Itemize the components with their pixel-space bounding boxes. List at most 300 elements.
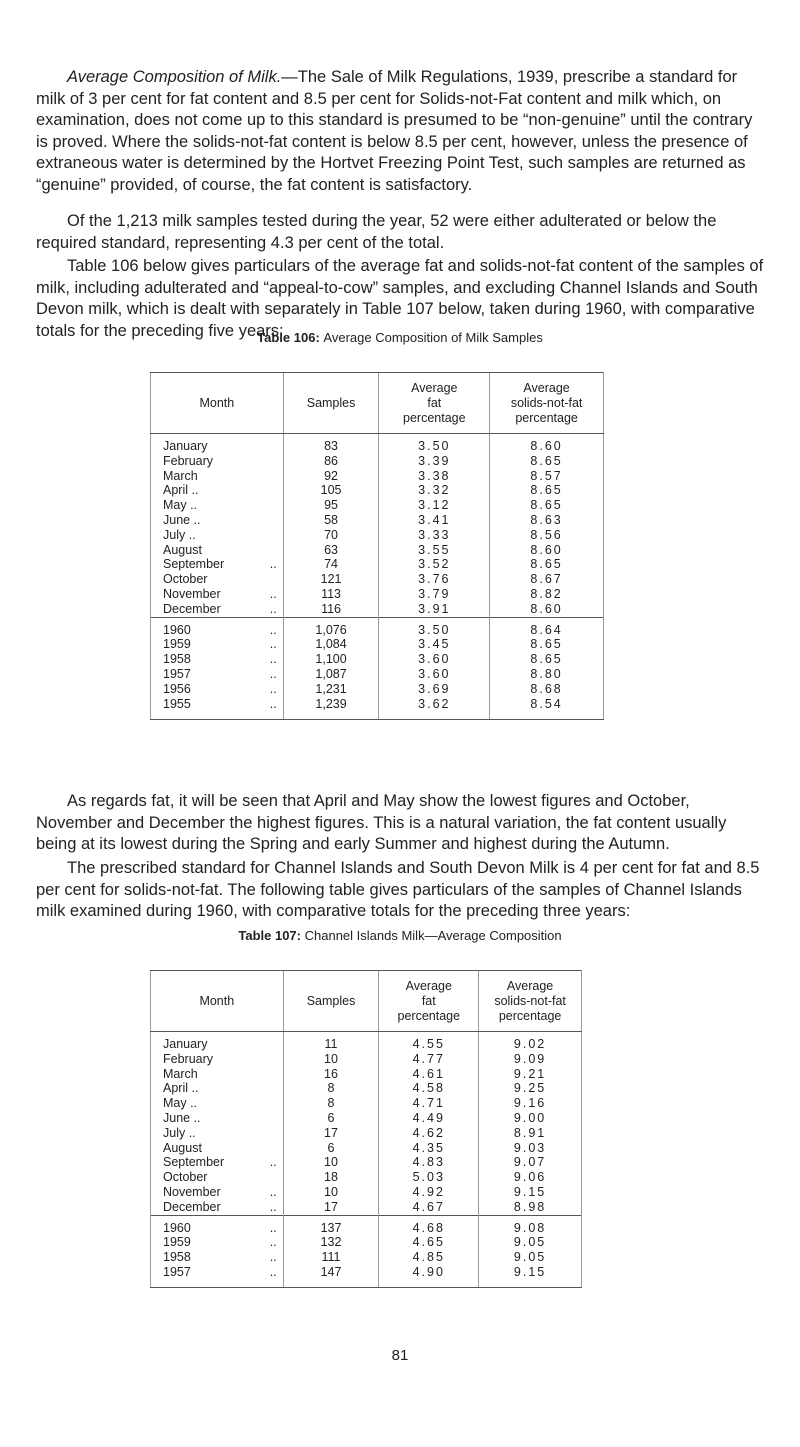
cell-snf: [490, 602, 604, 617]
cell-fat: [379, 587, 490, 602]
cell-fat: [379, 543, 490, 558]
cell-fat-text: 4.55: [412, 1037, 445, 1051]
cell-snf-text: 9.21: [513, 1066, 547, 1081]
cell-snf: [490, 682, 604, 697]
cell-samples: [283, 1170, 379, 1185]
cell-fat-text: 4.90: [412, 1264, 445, 1279]
cell-snf-text: 9.05: [513, 1250, 547, 1265]
cell-month: [151, 469, 284, 484]
header-month: Month: [151, 971, 284, 1032]
cell-samples-text: 1,084: [315, 637, 347, 652]
cell-month-text: April ..: [163, 483, 199, 498]
cell-snf: [479, 1096, 582, 1111]
cell-month-text: May ..: [163, 1096, 198, 1111]
cell-fat: [379, 602, 490, 617]
table-row: [151, 513, 604, 528]
cell-samples-text: 10: [324, 1051, 338, 1066]
cell-fat-text: 4.58: [412, 1081, 445, 1096]
cell-samples: [283, 543, 379, 558]
table-row: [151, 1215, 582, 1235]
table-row: [151, 557, 604, 572]
paragraph-samples-tested: Of the 1,213 milk samples tested during the year, 52 were either adulterated or below the required standard, representing 4.3 per cent of the total.: [36, 212, 717, 252]
cell-samples: [283, 697, 379, 720]
cell-samples-text: 17: [324, 1199, 338, 1214]
cell-month-text: 1959: [163, 1235, 191, 1250]
cell-fat-text: 4.83: [412, 1155, 445, 1170]
cell-month: [151, 1185, 284, 1200]
table-row: [151, 1170, 582, 1185]
cell-fat: [379, 557, 490, 572]
cell-fat: [379, 1141, 479, 1156]
dot-leader: ..: [269, 1250, 277, 1265]
cell-month: [151, 1067, 284, 1082]
cell-snf: [479, 1250, 582, 1265]
cell-samples: [283, 682, 379, 697]
table-106: [150, 372, 604, 720]
cell-fat-text: 3.45: [418, 637, 451, 652]
cell-month-text: August: [163, 1140, 202, 1155]
cell-fat-text: 4.77: [412, 1051, 445, 1066]
cell-fat-text: 3.33: [418, 527, 451, 542]
cell-month-text: March: [163, 468, 198, 483]
paragraph-channel-islands-standard: The prescribed standard for Channel Islands and South Devon Milk is 4 per cent for fat and 8.5 per cent for solids-not-fat. The following table gives particulars of the samples of Channel Islands milk examined during 1960, with comparative totals for the preceding three years:: [36, 859, 760, 920]
cell-snf: [490, 513, 604, 528]
cell-fat-text: 3.32: [418, 483, 451, 498]
cell-month-text: March: [163, 1066, 198, 1081]
header-average-fat: Average fat percentage: [379, 373, 490, 434]
cell-fat-text: 4.71: [412, 1096, 445, 1111]
dot-leader: ..: [269, 557, 277, 572]
cell-samples-text: 1,239: [315, 696, 347, 711]
cell-month-text: 1957: [163, 666, 191, 681]
cell-samples: [283, 1265, 379, 1288]
table107-caption-title: Channel Islands Milk—Average Composition: [304, 928, 562, 943]
cell-month: [151, 572, 284, 587]
table-row: [151, 1185, 582, 1200]
cell-month: [151, 498, 284, 513]
cell-fat-text: 3.52: [418, 557, 451, 572]
table-row: [151, 1032, 582, 1052]
table-row: [151, 1250, 582, 1265]
cell-snf-text: 9.08: [513, 1220, 547, 1235]
cell-snf: [490, 454, 604, 469]
cell-fat: [379, 1067, 479, 1082]
cell-month-text: September: [163, 1155, 225, 1170]
cell-fat-text: 4.67: [412, 1199, 445, 1214]
cell-snf-text: 9.06: [513, 1170, 547, 1185]
cell-month: [151, 617, 284, 637]
cell-fat-text: 3.39: [418, 453, 451, 468]
table-row: [151, 1265, 582, 1288]
cell-fat-text: 4.35: [412, 1140, 445, 1155]
cell-month-text: 1956: [163, 681, 191, 696]
table-row: [151, 1096, 582, 1111]
cell-samples: [283, 652, 379, 667]
cell-fat: [379, 1096, 479, 1111]
table-header-row: [151, 971, 582, 1032]
cell-snf: [490, 617, 604, 637]
cell-fat: [379, 434, 490, 454]
cell-fat: [379, 637, 490, 652]
cell-snf: [479, 1215, 582, 1235]
cell-samples: [283, 587, 379, 602]
cell-samples: [283, 1141, 379, 1156]
table-row: [151, 1126, 582, 1141]
cell-fat: [379, 1235, 479, 1250]
cell-samples: [283, 1052, 379, 1067]
cell-samples-text: 1,100: [315, 652, 347, 667]
cell-month: [151, 1111, 284, 1126]
cell-fat: [379, 1250, 479, 1265]
cell-fat-text: 4.68: [412, 1220, 445, 1235]
dot-leader: ..: [269, 1235, 277, 1250]
table-row: [151, 528, 604, 543]
cell-snf-text: 8.65: [530, 453, 563, 468]
cell-month-text: April ..: [163, 1081, 199, 1096]
cell-fat: [379, 652, 490, 667]
dot-leader: ..: [269, 1184, 277, 1199]
cell-snf-text: 8.57: [530, 468, 563, 483]
cell-samples: [283, 1111, 379, 1126]
cell-samples-text: 10: [324, 1184, 338, 1199]
table107-caption: [0, 928, 800, 943]
cell-samples-text: 1,087: [315, 666, 347, 681]
cell-month-text: August: [163, 542, 202, 557]
dot-leader: ..: [269, 601, 277, 616]
cell-samples: [283, 1200, 379, 1215]
cell-fat: [379, 1126, 479, 1141]
cell-fat-text: 3.12: [418, 498, 451, 513]
paragraph-milk-standard: [36, 67, 766, 196]
cell-snf: [479, 1235, 582, 1250]
table-row: [151, 652, 604, 667]
paragraph-lead-heading: Average Composition of Milk.: [67, 68, 282, 86]
table-row: [151, 1155, 582, 1170]
cell-samples-text: 86: [324, 453, 338, 468]
cell-month: [151, 483, 284, 498]
cell-fat: [379, 454, 490, 469]
cell-samples: [283, 1215, 379, 1235]
cell-month: [151, 1265, 284, 1288]
cell-samples-text: 16: [324, 1066, 338, 1081]
cell-snf-text: 9.07: [513, 1155, 547, 1170]
cell-month: [151, 1141, 284, 1156]
cell-snf-text: 9.15: [513, 1184, 547, 1199]
cell-samples-text: 8: [327, 1081, 335, 1096]
table-row: [151, 1081, 582, 1096]
cell-snf: [479, 1265, 582, 1288]
cell-samples-text: 6: [327, 1110, 335, 1125]
cell-month: [151, 1200, 284, 1215]
cell-month-text: 1960: [163, 622, 191, 637]
cell-samples-text: 116: [321, 601, 342, 616]
cell-month-text: January: [163, 1037, 208, 1051]
cell-snf-text: 8.98: [513, 1199, 547, 1214]
cell-snf-text: 8.65: [530, 637, 563, 652]
cell-month: [151, 513, 284, 528]
cell-snf-text: 8.65: [530, 498, 563, 513]
cell-month: [151, 434, 284, 454]
cell-month-text: 1958: [163, 652, 191, 667]
cell-fat: [379, 1200, 479, 1215]
header-average-snf: Average solids-not-fat percentage: [479, 971, 582, 1032]
cell-fat-text: 3.38: [418, 468, 451, 483]
cell-samples-text: 137: [320, 1220, 342, 1235]
cell-fat: [379, 1215, 479, 1235]
cell-samples: [283, 1185, 379, 1200]
cell-snf-text: 8.65: [530, 652, 563, 667]
cell-month-text: 1955: [163, 696, 191, 711]
cell-samples-text: 121: [320, 572, 342, 587]
table106-caption: [0, 330, 800, 345]
cell-fat: [379, 1155, 479, 1170]
table-row: [151, 1111, 582, 1126]
cell-month: [151, 1215, 284, 1235]
cell-month-text: 1957: [163, 1264, 191, 1279]
header-average-snf: Average solids-not-fat percentage: [490, 373, 604, 434]
table107-caption-number: Table 107:: [238, 928, 301, 943]
cell-fat-text: 3.60: [418, 666, 451, 681]
cell-snf-text: 9.00: [513, 1110, 547, 1125]
table-row: [151, 587, 604, 602]
cell-snf-text: 8.91: [513, 1125, 547, 1140]
cell-snf: [479, 1155, 582, 1170]
cell-month-text: February: [163, 1051, 214, 1066]
cell-fat: [379, 483, 490, 498]
cell-snf-text: 8.60: [530, 439, 563, 453]
cell-snf: [490, 543, 604, 558]
cell-month-text: September: [163, 557, 225, 572]
table-row: [151, 1067, 582, 1082]
dot-leader: ..: [269, 637, 277, 652]
cell-month-text: June ..: [163, 512, 201, 527]
cell-snf: [490, 469, 604, 484]
cell-month-text: July ..: [163, 527, 196, 542]
cell-fat-text: 4.92: [412, 1184, 445, 1199]
cell-samples-text: 1,076: [315, 622, 347, 637]
cell-snf: [490, 572, 604, 587]
cell-fat: [379, 1265, 479, 1288]
cell-samples: [283, 498, 379, 513]
header-average-fat: Average fat percentage: [379, 971, 479, 1032]
cell-samples-text: 8: [327, 1096, 335, 1111]
cell-fat: [379, 667, 490, 682]
cell-fat: [379, 572, 490, 587]
table-row: [151, 498, 604, 513]
cell-samples-text: 92: [324, 468, 338, 483]
dot-leader: ..: [269, 1155, 277, 1170]
table-row: [151, 682, 604, 697]
page-number: 81: [391, 1347, 409, 1364]
cell-month-text: January: [163, 439, 208, 453]
cell-samples-text: 105: [320, 483, 342, 498]
cell-samples: [283, 572, 379, 587]
cell-month: [151, 602, 284, 617]
cell-snf-text: 9.16: [513, 1096, 547, 1111]
cell-month-text: July ..: [163, 1125, 196, 1140]
cell-snf-text: 9.03: [513, 1140, 547, 1155]
cell-samples-text: 1,231: [315, 681, 347, 696]
cell-samples-text: 11: [324, 1037, 338, 1051]
cell-samples-text: 70: [324, 527, 338, 542]
cell-fat: [379, 697, 490, 720]
cell-month: [151, 528, 284, 543]
cell-snf-text: 8.80: [530, 666, 563, 681]
cell-samples: [283, 667, 379, 682]
cell-fat-text: 3.55: [418, 542, 451, 557]
table-row: [151, 667, 604, 682]
cell-snf: [490, 667, 604, 682]
cell-month: [151, 1250, 284, 1265]
table-row: [151, 1052, 582, 1067]
cell-fat: [379, 1081, 479, 1096]
cell-samples: [283, 434, 379, 454]
cell-month: [151, 667, 284, 682]
cell-snf: [479, 1200, 582, 1215]
cell-samples: [283, 1235, 379, 1250]
cell-samples: [283, 1081, 379, 1096]
cell-samples: [283, 1032, 379, 1052]
cell-fat-text: 4.65: [412, 1235, 445, 1250]
cell-month: [151, 557, 284, 572]
cell-snf-text: 8.68: [530, 681, 563, 696]
cell-snf-text: 9.15: [513, 1264, 547, 1279]
cell-samples-text: 132: [320, 1235, 342, 1250]
cell-samples-text: 10: [324, 1155, 338, 1170]
cell-fat: [379, 513, 490, 528]
cell-samples-text: 63: [324, 542, 338, 557]
cell-samples: [283, 513, 379, 528]
cell-fat: [379, 617, 490, 637]
cell-fat: [379, 469, 490, 484]
cell-fat-text: 4.85: [412, 1250, 445, 1265]
cell-samples: [283, 1250, 379, 1265]
cell-month-text: February: [163, 453, 214, 468]
cell-month: [151, 652, 284, 667]
cell-samples-text: 17: [324, 1125, 338, 1140]
table106-caption-title: Average Composition of Milk Samples: [323, 330, 543, 345]
cell-snf: [479, 1111, 582, 1126]
cell-snf-text: 8.64: [530, 622, 563, 637]
cell-snf-text: 8.65: [530, 483, 563, 498]
cell-samples: [283, 469, 379, 484]
cell-month: [151, 1126, 284, 1141]
dot-leader: ..: [269, 652, 277, 667]
cell-month: [151, 1155, 284, 1170]
table-107: [150, 970, 582, 1288]
cell-snf: [479, 1126, 582, 1141]
cell-snf-text: 8.60: [530, 601, 563, 616]
cell-samples: [283, 1096, 379, 1111]
cell-samples-text: 113: [321, 586, 342, 601]
cell-snf: [490, 587, 604, 602]
cell-snf: [490, 498, 604, 513]
cell-month-text: October: [163, 572, 208, 587]
cell-snf-text: 8.54: [530, 696, 563, 711]
table-row: [151, 434, 604, 454]
table-row: [151, 617, 604, 637]
cell-month-text: 1959: [163, 637, 191, 652]
header-month: Month: [151, 373, 284, 434]
dot-leader: ..: [269, 681, 277, 696]
cell-samples: [283, 617, 379, 637]
dot-leader: ..: [269, 1199, 277, 1214]
cell-snf-text: 9.09: [513, 1051, 547, 1066]
cell-snf: [479, 1141, 582, 1156]
cell-month: [151, 1235, 284, 1250]
cell-samples: [283, 602, 379, 617]
cell-snf-text: 9.05: [513, 1235, 547, 1250]
cell-fat-text: 4.61: [412, 1066, 445, 1081]
cell-fat: [379, 528, 490, 543]
cell-fat: [379, 1170, 479, 1185]
table-row: [151, 637, 604, 652]
cell-samples-text: 95: [324, 498, 338, 513]
cell-fat: [379, 1185, 479, 1200]
cell-fat-text: 3.60: [418, 652, 451, 667]
cell-snf: [479, 1081, 582, 1096]
cell-fat: [379, 682, 490, 697]
cell-snf: [490, 697, 604, 720]
cell-fat-text: 3.50: [418, 439, 451, 453]
cell-samples-text: 58: [324, 512, 338, 527]
cell-month: [151, 1096, 284, 1111]
cell-snf: [490, 434, 604, 454]
cell-month: [151, 1032, 284, 1052]
cell-month: [151, 543, 284, 558]
paragraph-body: —The Sale of Milk Regulations, 1939, prescribe a standard for milk of 3 per cent for fat content and 8.5 per cent for Solids-not-Fat content and milk which, on examination, does not come up to this standard is presumed to be “non-genuine” until the contrary is proved. Where the solids-not-fat content is below 8.5 per cent, however, unless the presence of extraneous water is determined by the Hortvet Freezing Point Test, such samples are returned as “genuine” provided, of course, the fat content is satisfactory.: [36, 68, 753, 194]
cell-month: [151, 637, 284, 652]
cell-snf-text: 9.25: [513, 1081, 547, 1096]
cell-fat-text: 3.76: [418, 572, 451, 587]
cell-snf: [490, 637, 604, 652]
table-row: [151, 469, 604, 484]
cell-fat: [379, 1111, 479, 1126]
cell-snf-text: 8.60: [530, 542, 563, 557]
cell-samples: [283, 1155, 379, 1170]
cell-samples-text: 83: [324, 439, 338, 453]
table-row: [151, 1141, 582, 1156]
cell-fat: [379, 498, 490, 513]
header-samples: Samples: [283, 373, 379, 434]
cell-snf: [479, 1170, 582, 1185]
cell-snf-text: 9.02: [513, 1037, 547, 1051]
table-row: [151, 543, 604, 558]
cell-samples: [283, 557, 379, 572]
header-samples: Samples: [283, 971, 379, 1032]
cell-fat-text: 3.91: [418, 601, 451, 616]
cell-month-text: June ..: [163, 1110, 201, 1125]
cell-snf-text: 8.56: [530, 527, 563, 542]
cell-fat-text: 3.69: [418, 681, 451, 696]
dot-leader: ..: [269, 666, 277, 681]
cell-snf: [479, 1067, 582, 1082]
cell-snf: [490, 652, 604, 667]
cell-samples: [283, 1067, 379, 1082]
cell-fat-text: 5.03: [412, 1170, 445, 1185]
cell-snf-text: 8.65: [530, 557, 563, 572]
cell-fat-text: 4.49: [412, 1110, 445, 1125]
table-row: [151, 483, 604, 498]
cell-month: [151, 454, 284, 469]
cell-month: [151, 587, 284, 602]
cell-month: [151, 1052, 284, 1067]
dot-leader: ..: [269, 696, 277, 711]
dot-leader: ..: [269, 1264, 277, 1279]
cell-snf: [479, 1185, 582, 1200]
dot-leader: ..: [269, 1220, 277, 1235]
cell-fat: [379, 1032, 479, 1052]
